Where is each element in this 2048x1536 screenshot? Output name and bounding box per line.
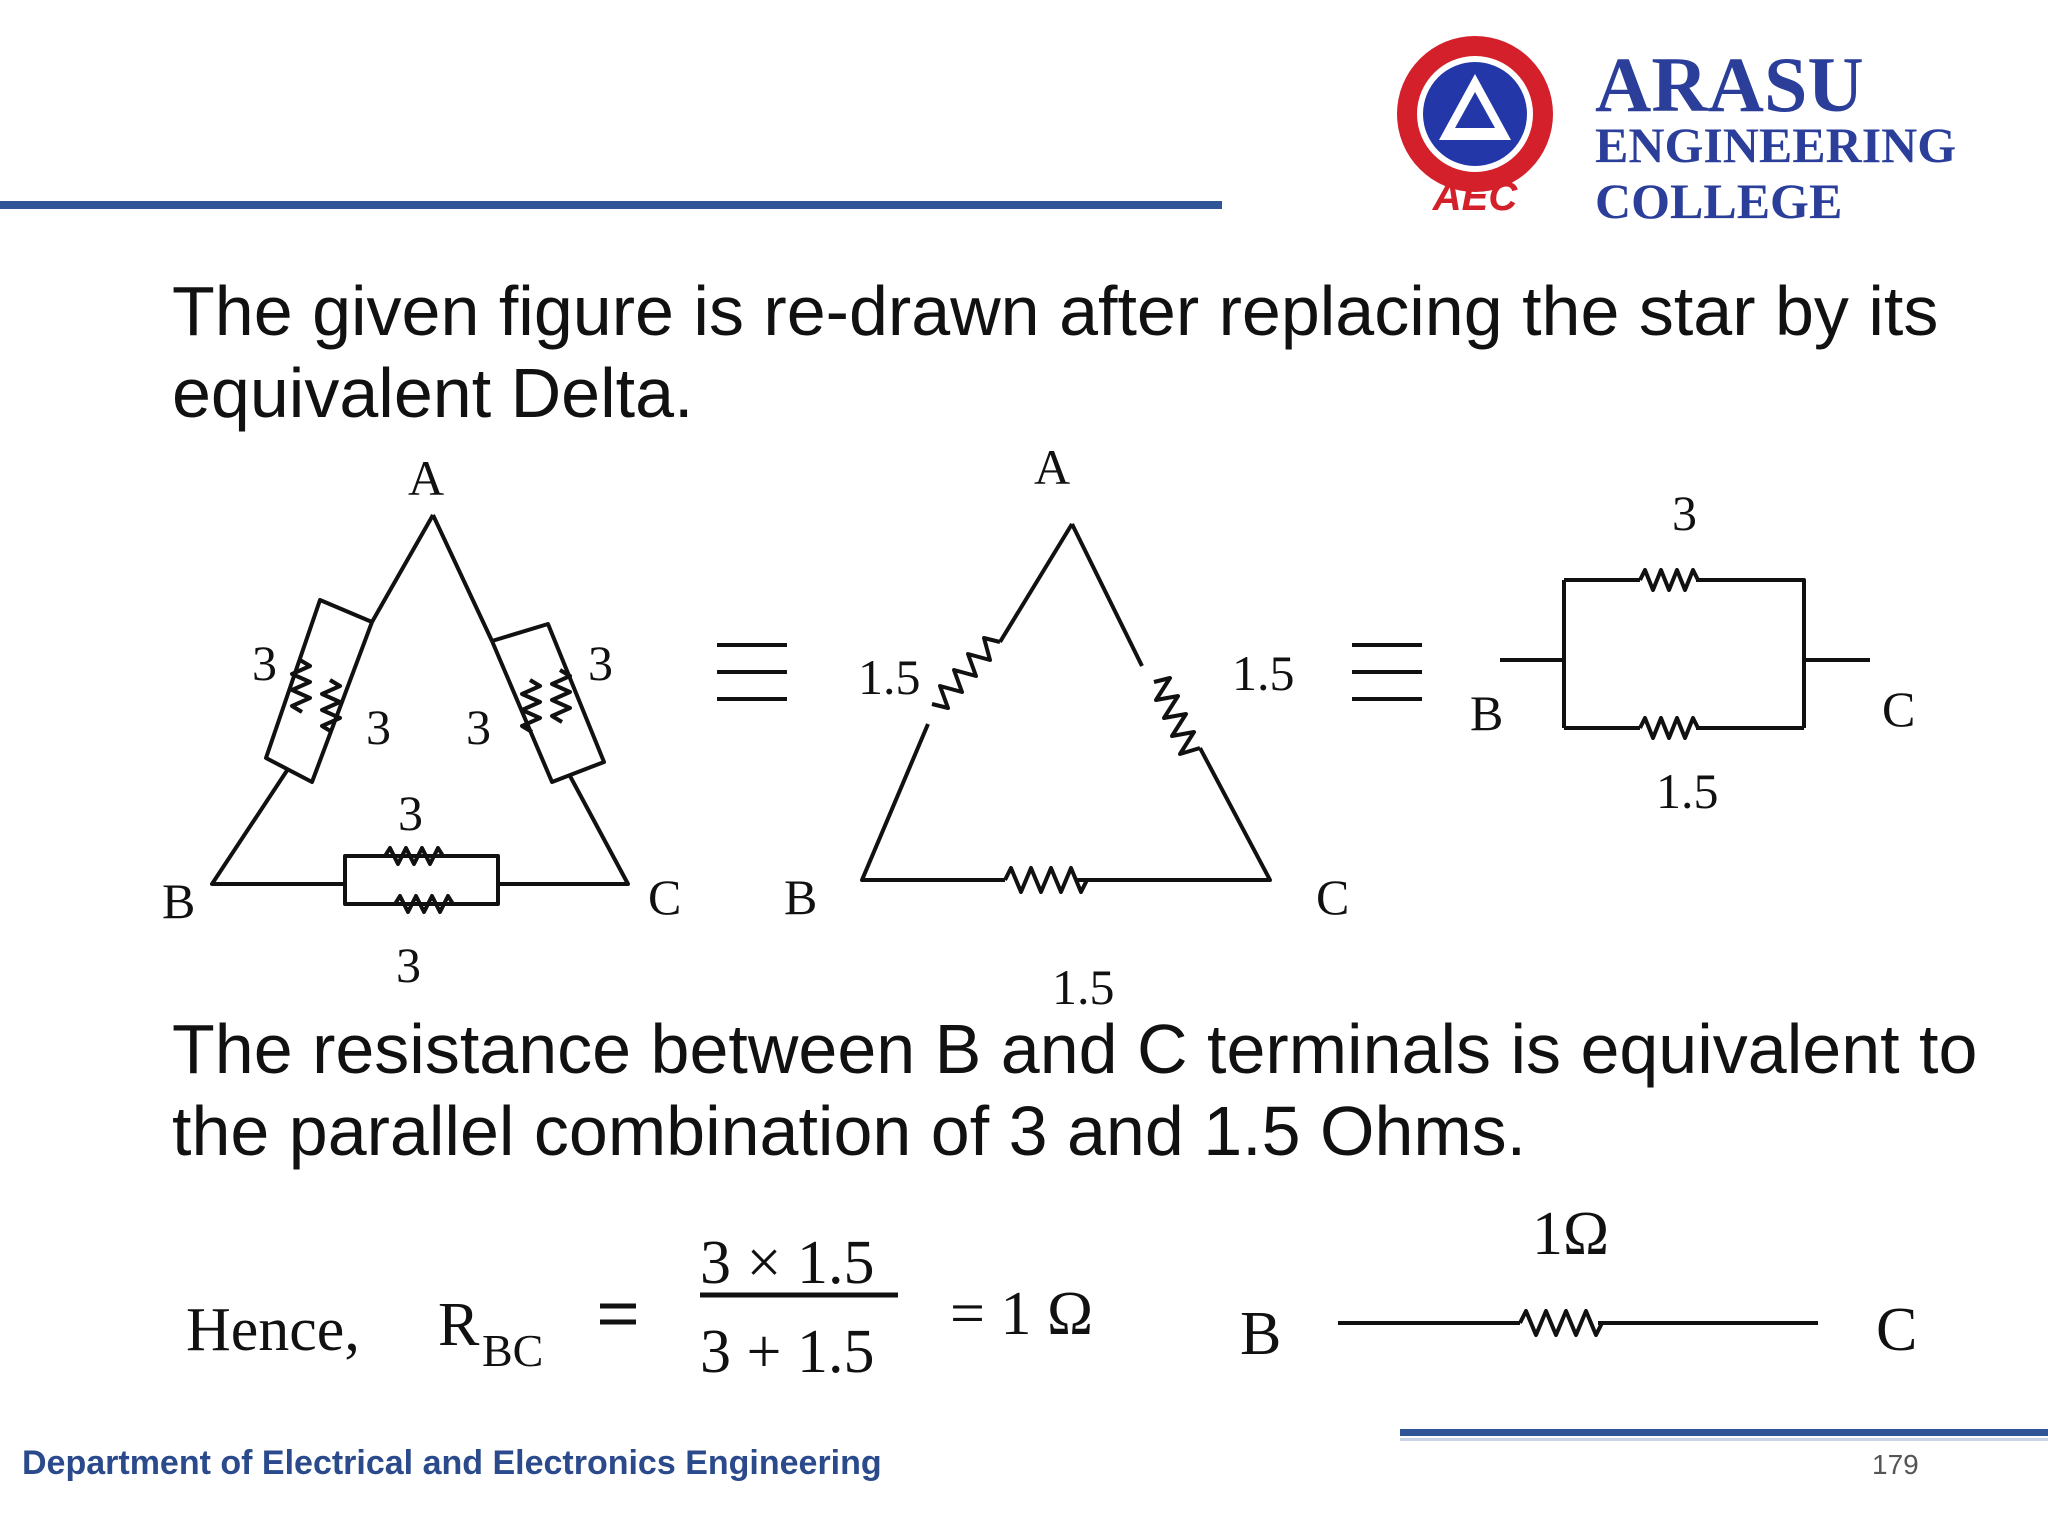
page-number: 179 bbox=[1872, 1449, 1919, 1480]
explanation-paragraph: The resistance between B and C terminals is equivalent to the parallel combination of 3 and 1.5 Ohms. bbox=[172, 1010, 1978, 1170]
fig1-left-outer: 3 bbox=[252, 635, 277, 691]
equation-result: = 1 Ω bbox=[950, 1280, 1094, 1348]
equation-denominator: 3 + 1.5 bbox=[700, 1318, 875, 1386]
fig3-node-b: B bbox=[1470, 685, 1504, 741]
svg-text:AEC: AEC bbox=[1432, 175, 1518, 218]
fig2-left: 1.5 bbox=[858, 649, 921, 705]
footer-rule bbox=[1400, 1429, 2048, 1436]
fig1-bottom-top: 3 bbox=[398, 785, 423, 841]
fig1-left-inner: 3 bbox=[366, 699, 391, 755]
fig3-bottom: 1.5 bbox=[1656, 763, 1719, 819]
fig1-node-b: B bbox=[162, 873, 196, 929]
equation-r: R bbox=[438, 1291, 480, 1359]
footer-rule-shadow bbox=[1400, 1438, 2048, 1441]
equation-numerator: 3 × 1.5 bbox=[700, 1229, 875, 1297]
result-label: 1Ω bbox=[1532, 1200, 1610, 1268]
result-node-c: C bbox=[1876, 1296, 1918, 1364]
fig3-top: 3 bbox=[1672, 485, 1697, 541]
figure1-triangle bbox=[212, 515, 628, 912]
fig2-node-c: C bbox=[1316, 869, 1350, 925]
fig1-right-outer: 3 bbox=[588, 635, 613, 691]
equation-hence: Hence, bbox=[186, 1296, 360, 1364]
fig1-right-inner: 3 bbox=[466, 699, 491, 755]
fig2-node-b: B bbox=[784, 869, 818, 925]
figure2-triangle bbox=[862, 524, 1270, 892]
brand-line-3: COLLEGE bbox=[1595, 173, 1843, 229]
intro-paragraph: The given figure is re-drawn after replacing the star by its equivalent Delta. bbox=[172, 272, 1939, 432]
result-resistor bbox=[1338, 1311, 1818, 1335]
fig2-bottom: 1.5 bbox=[1052, 959, 1115, 1015]
fig2-right: 1.5 bbox=[1232, 645, 1295, 701]
result-node-b: B bbox=[1240, 1300, 1282, 1368]
fig1-bottom-bottom: 3 bbox=[396, 937, 421, 993]
footer-department: Department of Electrical and Electronics Engineering bbox=[22, 1444, 882, 1482]
brand-line-1: ARASU bbox=[1595, 41, 1864, 128]
brand-line-2: ENGINEERING bbox=[1595, 117, 1957, 173]
fig2-node-a: A bbox=[1034, 439, 1071, 495]
equation-r-sub: BC bbox=[482, 1325, 544, 1376]
figure3-parallel bbox=[1500, 570, 1870, 738]
fig3-node-c: C bbox=[1882, 681, 1916, 737]
fig1-node-a: A bbox=[408, 450, 445, 506]
fig1-node-c: C bbox=[648, 869, 682, 925]
